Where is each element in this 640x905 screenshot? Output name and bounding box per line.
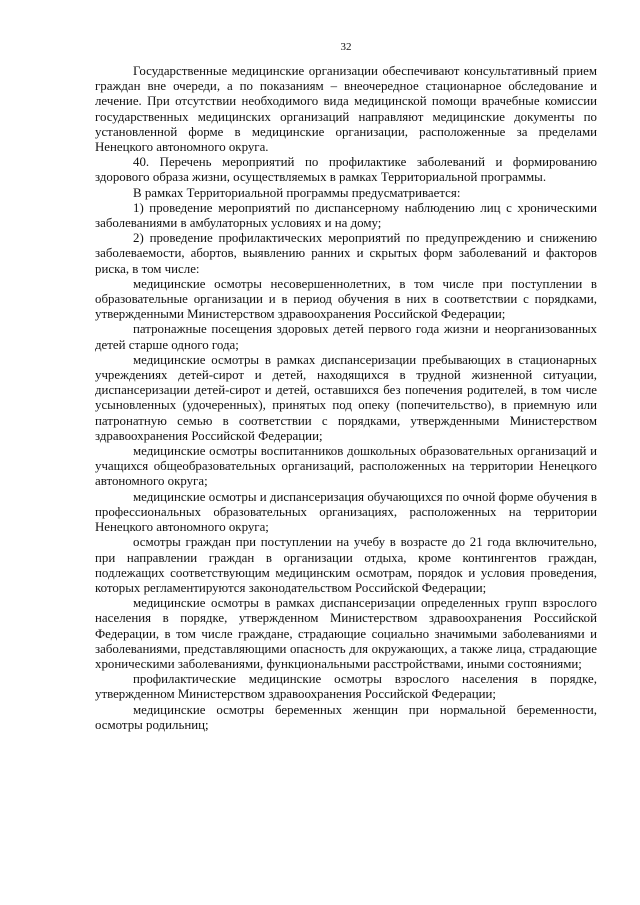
paragraph-adult-dispensarization: медицинские осмотры в рамках диспансеризации определенных групп взрослого населения в порядке, утвержденном Министерством здравоохранения Российской Федерации, в том числе граждане, страдающие социально значимыми заболеваниями и заболеваниями, представляющими опасность для окружающих, а также лица, страдающие хроническими заболеваниями, функциональными расстройствами, иными состояниями;: [95, 596, 597, 671]
paragraph-adult-preventive-examinations: профилактические медицинские осмотры взрослого населения в порядке, утвержденном Министерством здравоохранения Российской Федерации;: [95, 672, 597, 702]
paragraph-program-provides: В рамках Территориальной программы предусматривается:: [133, 185, 461, 200]
paragraph-enrollment-examinations: осмотры граждан при поступлении на учебу в возрасте до 21 года включительно, при направлении граждан в организации отдыха, кроме контингентов граждан, подлежащих соответствующим медицинским осмотрам, порядок и условия проведения, которых регламентируются законодательством Российской Федерации;: [95, 535, 597, 595]
paragraph-patronage-visits: патронажные посещения здоровых детей первого года жизни и неорганизованных детей старше одного года;: [95, 322, 597, 352]
paragraph-orphans-dispensarization: медицинские осмотры в рамках диспансеризации пребывающих в стационарных учреждениях детей-сирот и детей, находящихся в трудной жизненной ситуации, диспансеризации детей-сирот и детей, оставшихся без попечения родителей, в том числе усыновленных (удочеренных), принятых под опеку (попечительство), в приемную или патронатную семью в соответствии с порядками, утвержденными Министерством здравоохранения Российской Федерации;: [95, 352, 597, 443]
paragraph-pregnant-women-examinations: медицинские осмотры беременных женщин при нормальной беременности, осмотры родильниц;: [95, 702, 597, 732]
document-body: [95, 64, 597, 733]
paragraph-item-1-dispensary-observation: 1) проведение мероприятий по диспансерному наблюдению лиц с хроническими заболеваниями в амбулаторных условиях и на дому;: [95, 200, 597, 231]
page-number: 32: [340, 41, 352, 53]
paragraph-vocational-students: медицинские осмотры и диспансеризация обучающихся по очной форме обучения в профессиональных образовательных организациях, расположенных на территории Ненецкого автономного округа;: [95, 489, 597, 535]
paragraph-minors-examinations: медицинские осмотры несовершеннолетних, в том числе при поступлении в образовательные организации и в период обучения в них в соответствии с порядками, утвержденными Министерством здравоохранения Российской Федерации;: [95, 276, 597, 322]
paragraph-preschool-examinations: медицинские осмотры воспитанников дошкольных образовательных организаций и учащихся общеобразовательных организаций, расположенных на территории Ненецкого автономного округа;: [95, 444, 597, 489]
paragraph-section-40-heading: 40. Перечень мероприятий по профилактике заболеваний и формированию здорового образа жизни, осуществляемых в рамках Территориальной программы.: [95, 155, 597, 185]
paragraph-consultative-reception: Государственные медицинские организации обеспечивают консультативный прием граждан вне очереди, а по показаниям – внеочередное стационарное обследование и лечение. При отсутствии необходимого вида медицинской помощи врачебные комиссии государственных медицинских организаций направляют медицинские документы по установленной форме в медицинские организации, расположенные за пределами Ненецкого автономного округа.: [95, 64, 597, 155]
paragraph-item-2-preventive-measures: 2) проведение профилактических мероприятий по предупреждению и снижению заболеваемости, абортов, выявлению ранних и скрытых форм заболеваний и факторов риска, в том числе:: [95, 231, 597, 276]
